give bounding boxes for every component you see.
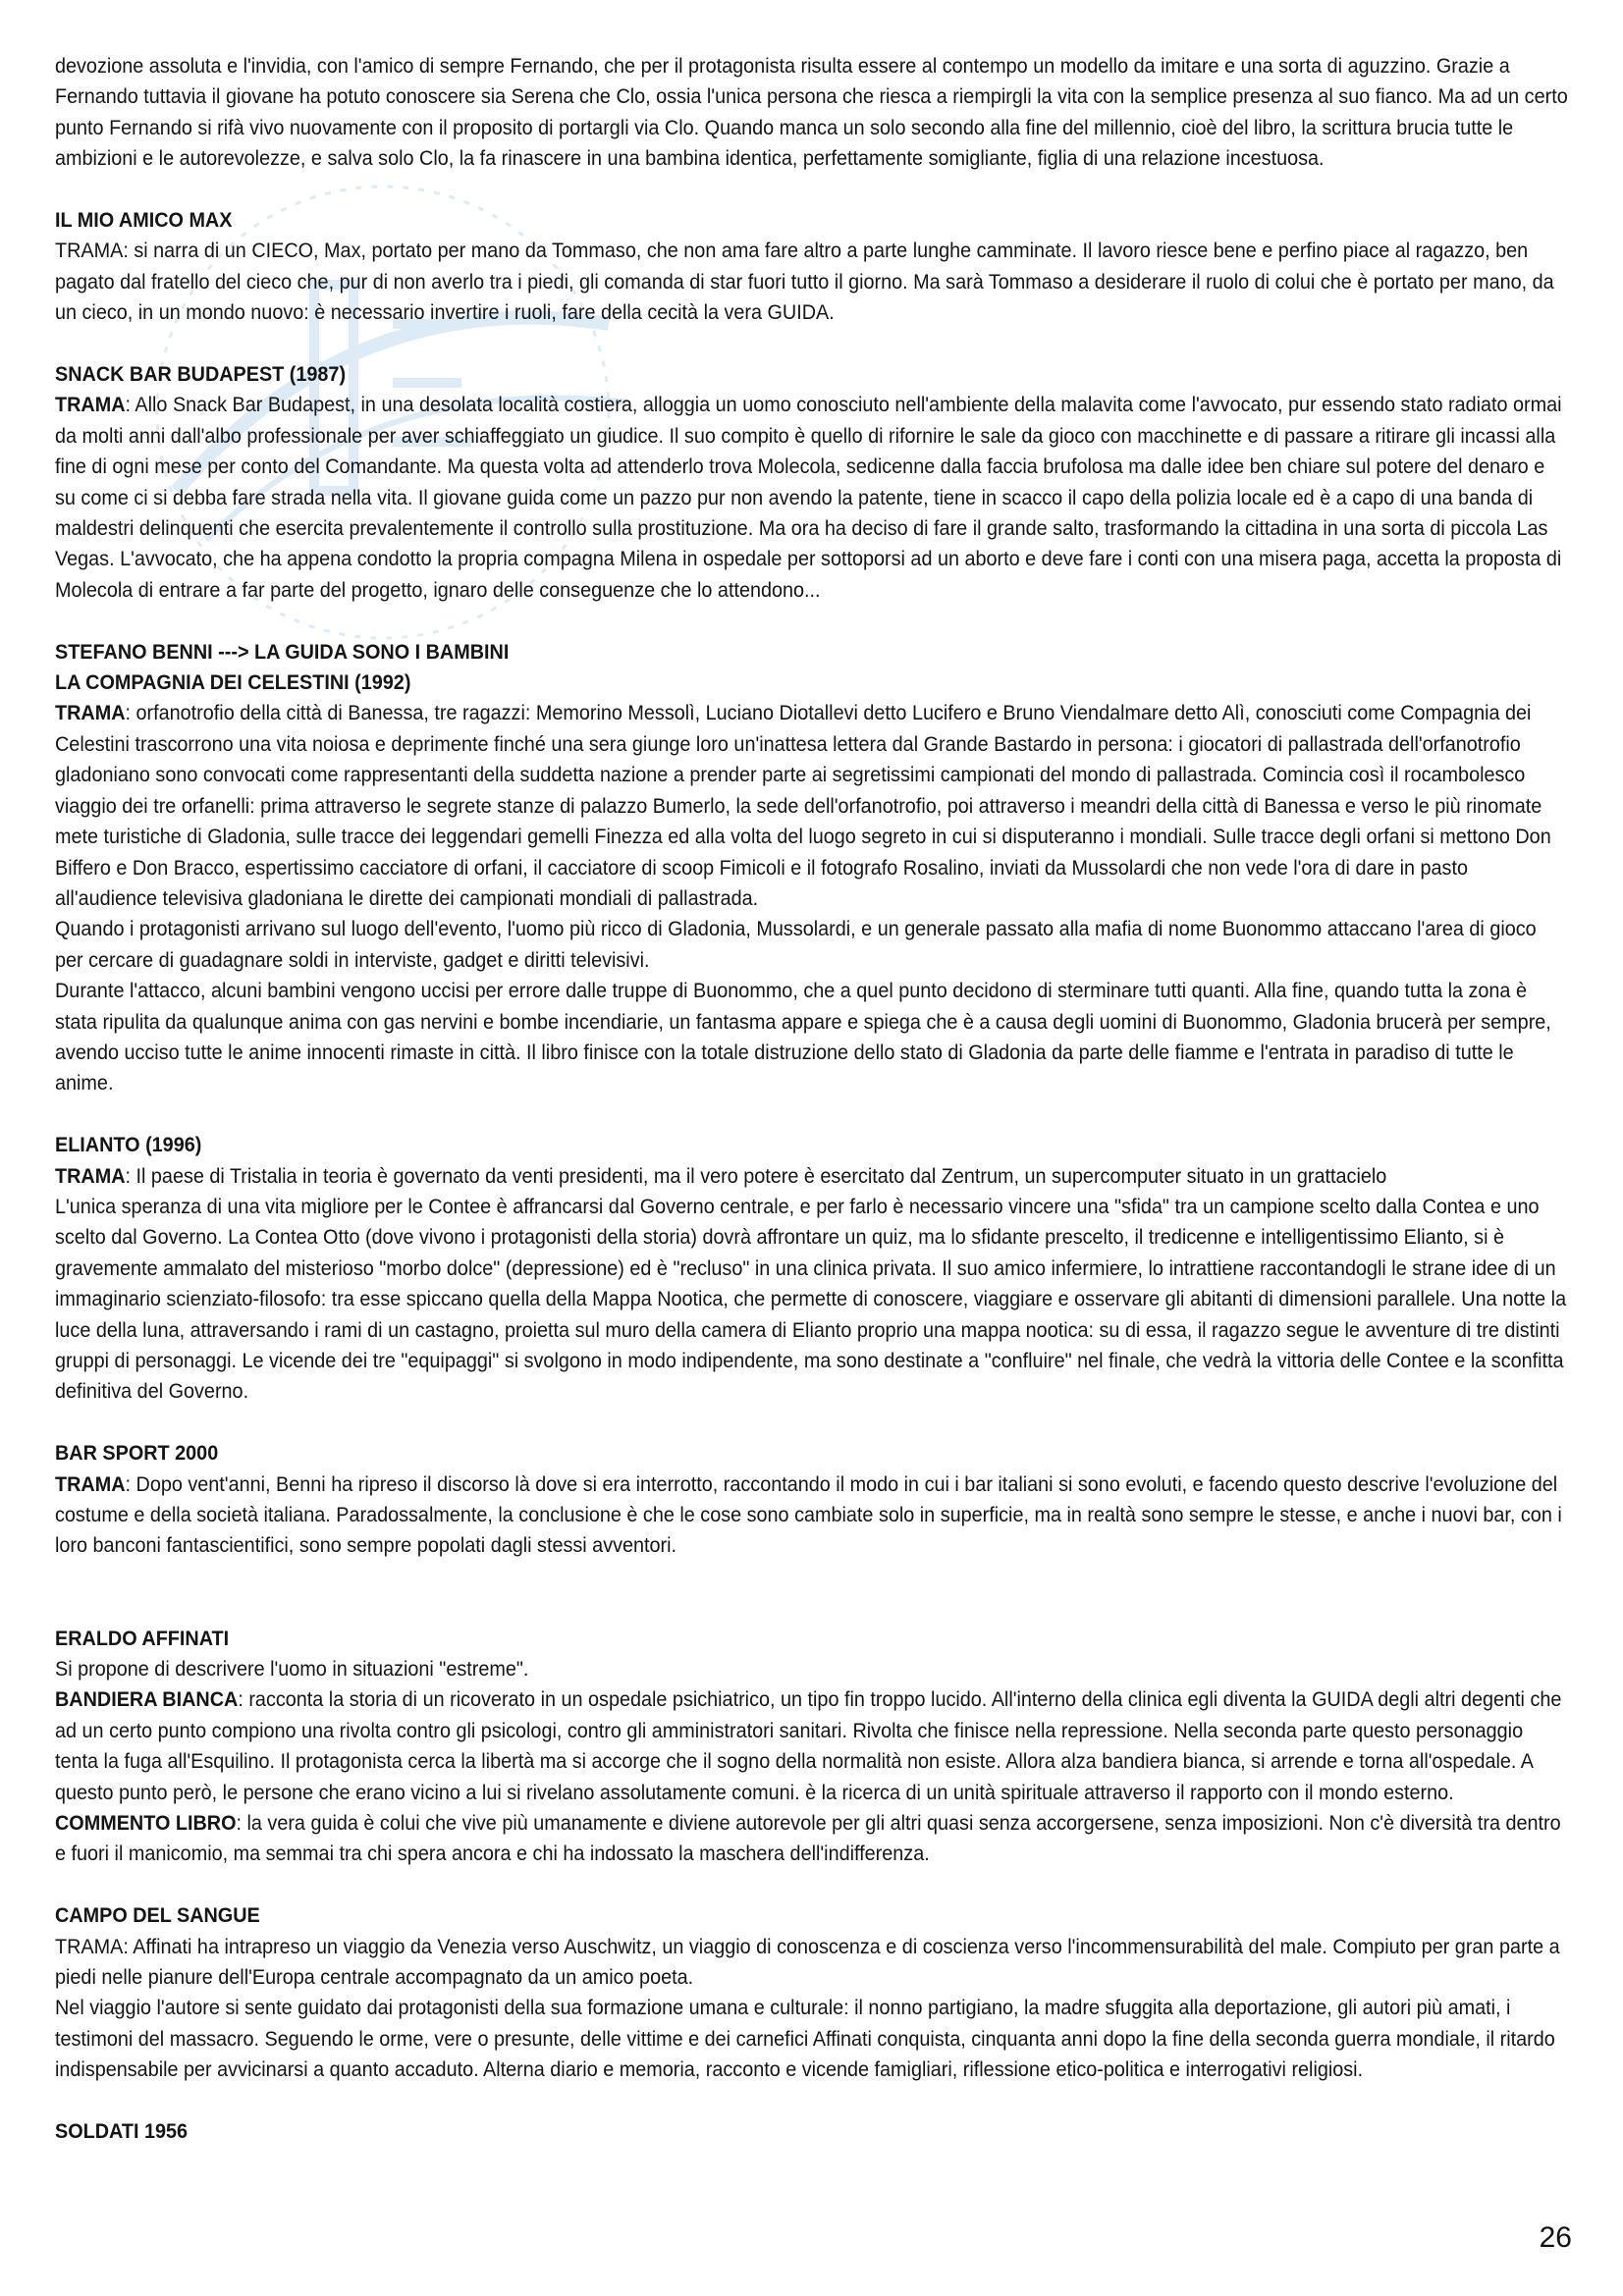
paragraph — [55, 236, 1569, 328]
paragraph-text: Durante l'attacco, alcuni bambini vengono uccisi per errore dalle truppe di Buonommo, che a quel punto decidono di sterminare tutti quanti. Alla fine, quando tutta la zona è stata ripulita da qualunque anima con gas nervini e bombe incendiarie, un fantasma appare e spiega che è a causa degli uomini di Buonommo, Gladonia brucerà per sempre, avendo ucciso tutte le anime innocenti rimaste in città. Il libro finisce con la totale distruzione dello stato di Gladonia da parte delle fiamme e l'entrata in paradiso di tutte le anime. — [55, 979, 1551, 1095]
paragraph-text: TRAMA: si narra di un CIECO, Max, portato per mano da Tommaso, che non ama fare altro a parte lunghe camminate. Il lavoro riesce bene e perfino piace al ragazzo, ben pagato dal fratello del cieco che, pur di non averlo tra i piedi, gli comanda di star fuori tutto il giorno. Ma sarà Tommaso a desiderare il ruolo di colui che è portato per mano, da un cieco, in un mondo nuovo: è necessario invertire i ruoli, fare della cecità la vera GUIDA. — [55, 239, 1554, 325]
paragraph-text: : racconta la storia di un ricoverato in un ospedale psichiatrico, un tipo fin troppo lucido. All'interno della clinica egli diventa la GUIDA degli altri degenti che ad un certo punto compiono una rivolta contro gli psicologi, contro gli amministratori sanitari. Rivolta che finisce nella repressione. Nella seconda parte questo personaggio tenta la fuga all'Esquilino. Il protagonista cerca la libertà ma si accorge che il sogno della normalità non esiste. Allora alza bandiera bianca, si arrende e torna all'ospedale. A questo punto però, le persone che erano vicino a lui si rivelano assolutamente comuni. è la ricerca di un unità spirituale attraverso il rapporto con il mondo esterno. — [55, 1687, 1562, 1804]
paragraph-label: TRAMA — [55, 1163, 126, 1188]
paragraph-label: COMMENTO LIBRO — [55, 1811, 237, 1836]
section — [55, 1438, 1569, 1562]
paragraph-text: TRAMA: Affinati ha intrapreso un viaggio da Venezia verso Auschwitz, un viaggio di conoscenza e di coscienza verso l'incommensurabilità del male. Compiuto per gran parte a piedi nelle pianure dell'Europa centrale accompagnato da un amico poeta. — [55, 1934, 1560, 1990]
section-subtitle: LA COMPAGNIA DEI CELESTINI (1992) — [55, 670, 411, 695]
section — [55, 637, 1569, 1099]
paragraph — [55, 1654, 1569, 1684]
paragraph-text: : Allo Snack Bar Budapest, in una desolata località costiera, alloggia un uomo conosciuto nell'ambiente della malavita come l'avvocato, pur essendo stato radiato ormai da molti anni dall'albo professionale per aver schiaffeggiato un giudice. Il suo compito è quello di rifornire le sale da gioco con macchinette e di passare a ritirare gli incassi alla fine di ogni mese per conto del Comandante. Ma questa volta ad attenderlo trova Molecola, sedicenne dalla faccia brufolosa ma dalle idee ben chiare sul potere del denaro e su come ci si debba fare strada nella vita. Il giovane guida come un pazzo pur non avendo la patente, tiene in scacco il capo della polizia locale ed è a capo di una banda di maldestri delinquenti che esercita prevalentemente il controllo sulla prostituzione. Ma ora ha deciso di fare il grande salto, trasformando la cittadina in una sorta di piccola Las Vegas. L'avvocato, che ha appena condotto la propria compagna Milena in ospedale per sottoporsi ad un aborto e deve fare i conti con una misera paga, accetta la proposta di Molecola di entrare a far parte del progetto, ignaro delle conseguenze che lo attendono... — [55, 393, 1562, 602]
paragraph — [55, 1192, 1569, 1408]
paragraph — [55, 914, 1569, 976]
paragraph-text: Si propone di descrivere l'uomo in situazioni "estreme". — [55, 1657, 529, 1682]
paragraph-text: : la vera guida è colui che vive più umanamente e diviene autorevole per gli altri quasi senza accorgersene, senza imposizioni. Non c'è diversità tra dentro e fuori il manicomio, ma semmai tra chi spera ancora e chi ha indossato la maschera dell'indifferenza. — [55, 1811, 1561, 1866]
paragraph — [55, 1993, 1569, 2085]
paragraph-text: L'unica speranza di una vita migliore per le Contee è affrancarsi dal Governo centrale, e per farlo è necessario vincere una "sfida" tra un campione scelto dalla Contea e uno scelto dal Governo. La Contea Otto (dove vivono i protagonisti della storia) dovrà affrontare un quiz, ma lo sfidante prescelto, il tredicenne e intelligentissimo Elianto, si è gravemente ammalato del misterioso "morbo dolce" (depressione) ed è "recluso" in una clinica privata. Il suo amico infermiere, lo intrattiene raccontandogli le strane idee di un immaginario scienziato-filosofo: tra esse spiccano quella della Mappa Nootica, che permette di conoscere, viaggiare e osservare gli abitanti di dimensioni parallele. Una notte la luce della luna, attraversando i rami di un castagno, proietta sul muro della camera di Elianto proprio una mappa nootica: su di essa, il ragazzo segue le avventure di tre distinti gruppi di personaggi. Le vicende dei tre "equipaggi" si svolgono in modo indipendente, ma sono destinate a "confluire" nel finale, che vedrà la vittoria delle Contee e la sconfitta definitiva del Governo. — [55, 1194, 1567, 1404]
paragraph-text: Quando i protagonisti arrivano sul luogo dell'evento, l'uomo più ricco di Gladonia, Mussolardi, e un generale passato alla mafia di nome Buonommo attaccano l'area di gioco per cercare di guadagnare soldi in interviste, gadget e diritti televisivi. — [55, 917, 1537, 972]
paragraph — [55, 1684, 1569, 1808]
paragraph — [55, 51, 1569, 175]
paragraph-label: TRAMA — [55, 701, 126, 725]
paragraph-text: : Il paese di Tristalia in teoria è governato da venti presidenti, ma il vero potere è esercitato dal Zentrum, un supercomputer situato in un grattacielo — [125, 1163, 1387, 1188]
section-title: STEFANO BENNI ---> LA GUIDA SONO I BAMBINI — [55, 639, 510, 664]
section — [55, 51, 1569, 175]
paragraph — [55, 1808, 1569, 1870]
paragraph-label: BANDIERA BIANCA — [55, 1687, 239, 1712]
section — [55, 1624, 1569, 1870]
paragraph — [55, 390, 1569, 606]
section — [55, 1130, 1569, 1408]
section — [55, 1900, 1569, 2085]
paragraph-text: : orfanotrofio della città di Banessa, tre ragazzi: Memorino Messolì, Luciano Diotallevi detto Lucifero e Bruno Viendalmare detto Alì, conosciuti come Compagnia dei Celestini trascorrono una vita noiosa e deprimente finché una sera giunge loro un'inattesa lettera dal Grande Bastardo in persona: i giocatori di pallastrada dell'orfanotrofio gladoniano sono convocati come rappresentanti della suddetta nazione a prender parte ai segretissimi campionati del mondo di pallastrada. Comincia così il rocambolesco viaggio dei tre orfanelli: prima attraverso le segrete stanze di palazzo Bumerlo, la sede dell'orfanotrofio, poi attraverso i meandri della città di Banessa e verso le più rinomate mete turistiche di Gladonia, sulle tracce dei leggendari gemelli Finezza ed alla volta del luogo segreto in cui si disputeranno i mondiali. Sulle tracce degli orfani si mettono Don Biffero e Don Bracco, espertissimo cacciatore di orfani, il cacciatore di scoop Fimicoli e il fotografo Rosalino, inviati da Mussolardi che non vede l'ora di dare in pasto all'audience televisiva gladoniana le dirette dei campionati mondiali di pallastrada. — [55, 701, 1551, 910]
paragraph-label: TRAMA — [55, 1471, 126, 1496]
section-title: CAMPO DEL SANGUE — [55, 1903, 260, 1928]
paragraph — [55, 1469, 1569, 1562]
paragraph — [55, 1161, 1569, 1192]
paragraph — [55, 976, 1569, 1099]
section-title: BAR SPORT 2000 — [55, 1441, 219, 1466]
page-number: 26 — [1539, 2221, 1572, 2254]
section-title: SNACK BAR BUDAPEST (1987) — [55, 362, 347, 387]
section — [55, 2116, 1569, 2147]
paragraph-text: devozione assoluta e l'invidia, con l'amico di sempre Fernando, che per il protagonista risulta essere al contempo un modello da imitare e una sorta di aguzzino. Grazie a Fernando tuttavia il giovane ha potuto conoscere sia Serena che Clo, ossia l'unica persona che riesca a riempirgli la vita con la semplice presenza al suo fianco. Ma ad un certo punto Fernando si rifà vivo nuovamente con il proposito di portargli via Clo. Quando manca un solo secondo alla fine del millennio, cioè del libro, la scrittura brucia tutte le ambizioni e le autorevolezze, e salva solo Clo, la fa rinascere in una bambina identica, perfettamente somigliante, figlia di una relazione incestuosa. — [55, 54, 1568, 171]
paragraph — [55, 698, 1569, 914]
document-page — [55, 51, 1569, 2178]
paragraph-text: Nel viaggio l'autore si sente guidato dai protagonisti della sua formazione umana e culturale: il nonno partigiano, la madre sfuggita alla deportazione, gli autori più amati, i testimoni del massacro. Seguendo le orme, vere o presunte, delle vittime e dei carnefici Affinati conquista, cinquanta anni dopo la fine della seconda guerra mondiale, il ritardo indispensabile per avvicinarsi a quanto accaduto. Alterna diario e memoria, racconto e vicende famigliari, riflessione etico-politica e interrogativi religiosi. — [55, 1996, 1555, 2082]
section-title: ERALDO AFFINATI — [55, 1626, 230, 1650]
paragraph-text: : Dopo vent'anni, Benni ha ripreso il discorso là dove si era interrotto, raccontando il modo in cui i bar italiani si sono evoluti, e facendo questo descrive l'evoluzione del costume e della società italiana. Paradossalmente, la conclusione è che le cose sono cambiate solo in superficie, ma in realtà sono sempre le stesse, e anche i nuovi bar, con i loro banconi fantascientifici, sono sempre popolati dagli stessi avventori. — [55, 1471, 1562, 1558]
paragraph — [55, 1932, 1569, 1994]
section-title: ELIANTO (1996) — [55, 1133, 202, 1157]
section-title: IL MIO AMICO MAX — [55, 208, 233, 233]
paragraph-label: TRAMA — [55, 393, 126, 417]
section-title: SOLDATI 1956 — [55, 2119, 189, 2144]
section — [55, 205, 1569, 329]
section — [55, 359, 1569, 606]
